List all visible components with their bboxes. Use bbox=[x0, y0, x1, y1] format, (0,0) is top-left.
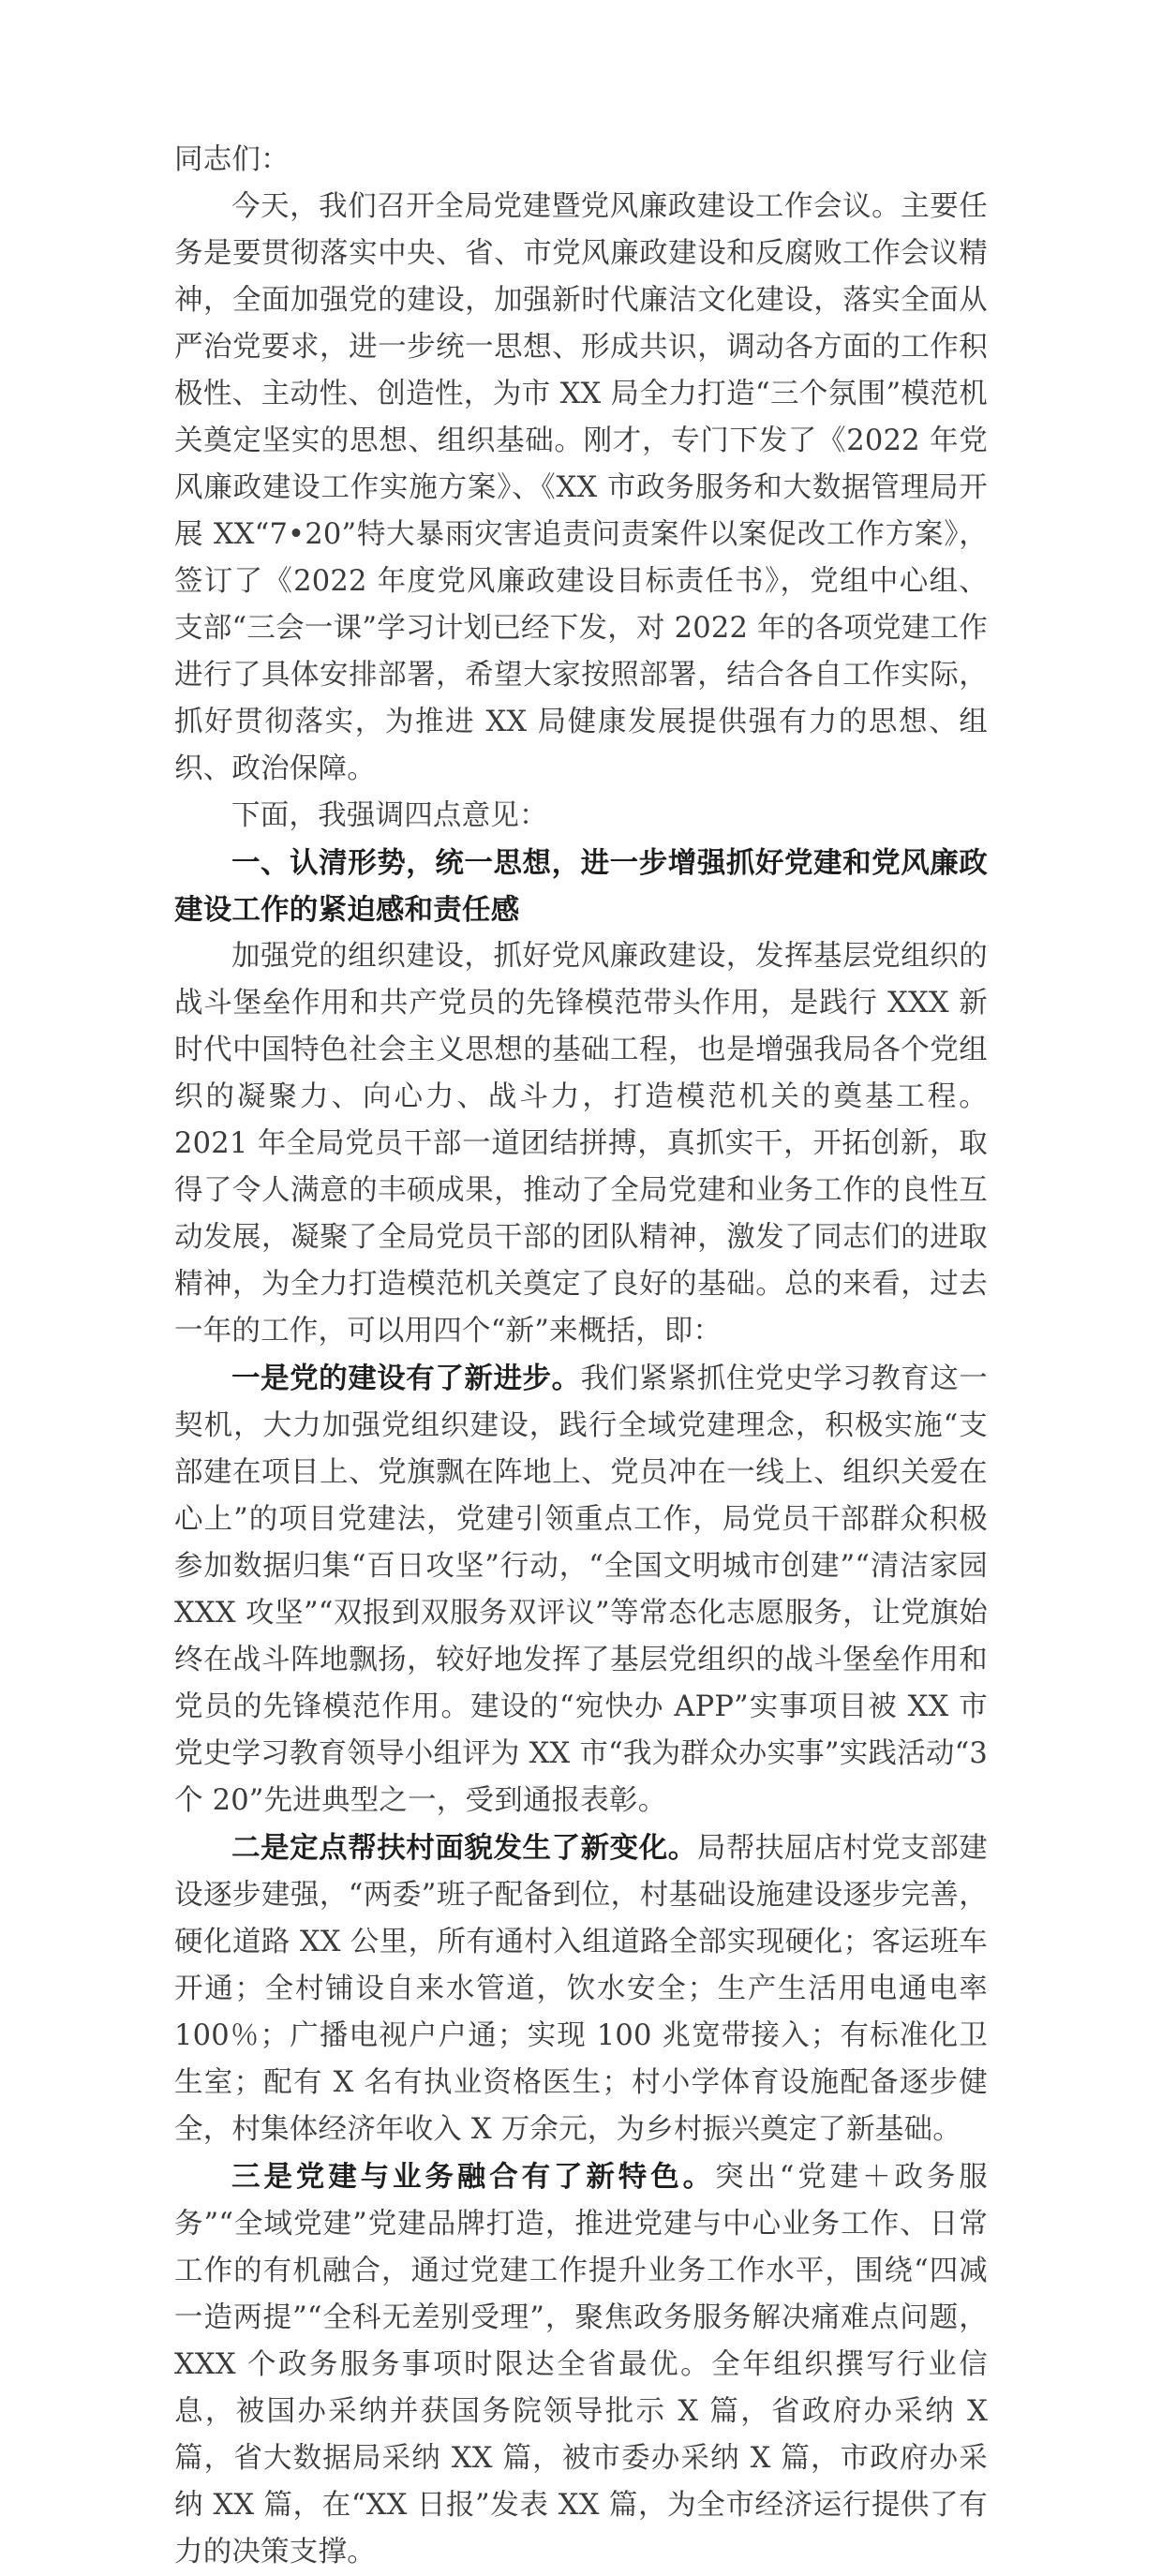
point-two-lead: 二是定点帮扶村面貌发生了新变化。 bbox=[231, 1831, 697, 1865]
paragraph-section-one-body: 加强党的组织建设，抓好党风廉政建设，发挥基层党组织的战斗堡垒作用和共产党员的先锋模范带头作用，是践行 XXX 新时代中国特色社会主义思想的基础工程，也是增强我局各个党组织的凝聚力、向心力、战斗力，打造模范机关的奠基工程。2021 年全局党员干部一道团结拼搏，真抓实干，开拓创新，取得了令人满意的丰硕成果，推动了全局党建和业务工作的良性互动发展，凝聚了全局党员干部的团队精神，激发了同志们的进取精神，为全力打造模范机关奠定了良好的基础。总的来看，过去一年的工作，可以用四个“新”来概括，即： bbox=[174, 940, 988, 1348]
paragraph-point-one bbox=[174, 1355, 988, 1824]
point-three-lead: 三是党建与业务融合有了新特色。 bbox=[231, 2160, 715, 2194]
paragraph-point-two bbox=[174, 1824, 988, 2153]
paragraph-point-three bbox=[174, 2153, 988, 2576]
salutation: 同志们： bbox=[174, 143, 290, 176]
point-one-text: 我们紧紧抓住党史学习教育这一契机，大力加强党组织建设，践行全域党建理念，积极实施“支部建在项目上、党旗飘在阵地上、党员冲在一线上、组织关爱在心上”的项目党建法，党建引领重点工作，局党员干部群众积极参加数据归集“百日攻坚”行动，“全国文明城市创建”“清洁家园 XXX 攻坚”“双报到双服务双评议”等常态化志愿服务，让党旗始终在战斗阵地飘扬，较好地发挥了基层党组织的战斗堡垒作用和党员的先锋模范作用。建设的“宛快办 APP”实事项目被 XX 市党史学习教育领导小组评为 XX 市“我为群众办实事”实践活动“3 个 20”先进典型之一，受到通报表彰。 bbox=[174, 1362, 988, 1817]
section-heading-one: 一、认清形势，统一思想，进一步增强抓好党建和党风廉政建设工作的紧迫感和责任感 bbox=[174, 846, 988, 927]
document-body bbox=[174, 137, 988, 2576]
paragraph-intro: 今天，我们召开全局党建暨党风廉政建设工作会议。主要任务是要贯彻落实中央、省、市党风廉政建设和反腐败工作会议精神，全面加强党的建设，加强新时代廉洁文化建设，落实全面从严治党要求，进一步统一思想、形成共识，调动各方面的工作积极性、主动性、创造性，为市 XX 局全力打造“三个氛围”模范机关奠定坚实的思想、组织基础。刚才，专门下发了《2022 年党风廉政建设工作实施方案》、《XX 市政务服务和大数据管理局开展 XX“7•20”特大暴雨灾害追责问责案件以案促改工作方案》，签订了《2022 年度党风廉政建设目标责任书》，党组中心组、支部“三会一课”学习计划已经下发，对 2022 年的各项党建工作进行了具体安排部署，希望大家按照部署，结合各自工作实际，抓好贯彻落实，为推进 XX 局健康发展提供强有力的思想、组织、政治保障。 bbox=[174, 190, 988, 785]
point-three-text: 突出“党建＋政务服务”“全域党建”党建品牌打造，推进党建与中心业务工作、日常工作的有机融合，通过党建工作提升业务工作水平，围绕“四减一造两提”“全科无差别受理”，聚焦政务服务解决痛难点问题，XXX 个政务服务事项时限达全省最优。全年组织撰写行业信息，被国办采纳并获国务院领导批示 X 篇，省政府办采纳 X 篇，省大数据局采纳 XX 篇，被市委办采纳 X 篇，市政府办采纳 XX 篇，在“XX 日报”发表 XX 篇，为全市经济运行提供了有力的决策支撑。 bbox=[174, 2161, 988, 2569]
point-one-lead: 一是党的建设有了新进步。 bbox=[231, 1362, 581, 1395]
paragraph-transition: 下面，我强调四点意见： bbox=[231, 799, 548, 832]
point-two-text: 局帮扶屈店村党支部建设逐步建强，“两委”班子配备到位，村基础设施建设逐步完善，硬化道路 XX 公里，所有通村入组道路全部实现硬化；客运班车开通；全村铺设自来水管道，饮水安全；生产生活用电通电率 100％；广播电视户户通；实现 100 兆宽带接入；有标准化卫生室；配有 X 名有执业资格医生；村小学体育设施配备逐步健全，村集体经济年收入 X 万余元，为乡村振兴奠定了新基础。 bbox=[174, 1832, 989, 2146]
